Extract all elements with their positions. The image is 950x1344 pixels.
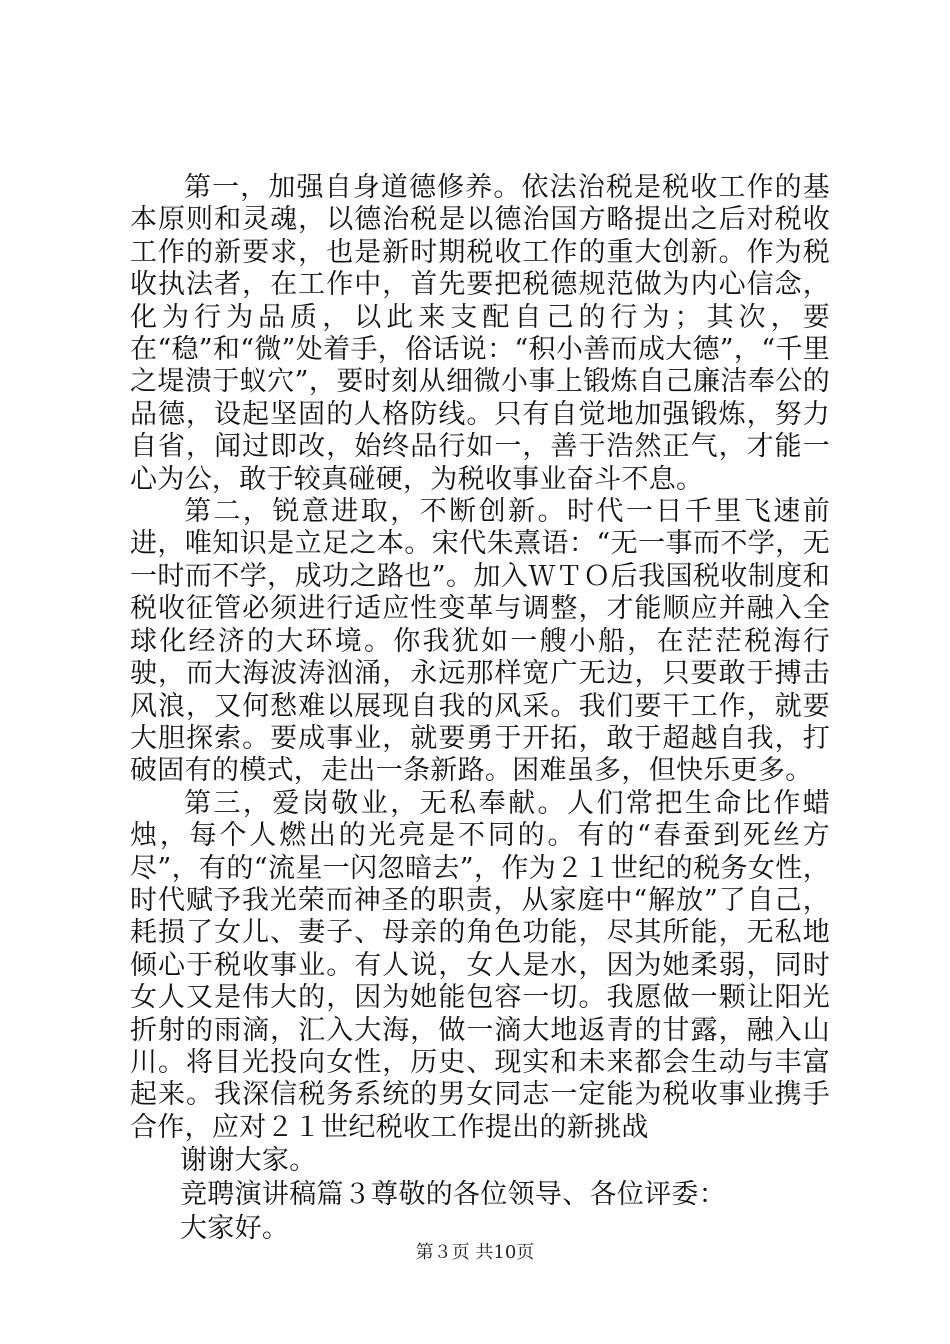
next-speech-title: 竞聘演讲稿篇３尊敬的各位领导、各位评委： [180, 1179, 726, 1211]
paragraph-3: 第三，爱岗敬业，无私奉献。人们常把生命比作蜡烛，每个人燃出的光亮是不同的。有的“春蚕到死丝方尽”，有的“流星一闪忽暗去”，作为２１世纪的税务女性，时代赋予我光荣而神圣的职责，从家庭中“解放”了自己，耗损了女儿、妻子、母亲的角色功能，尽其所能，无私地倾心于税收事业。有人说，女人是水，因为她柔弱，同时女人又是伟大的，因为她能包容一切。我愿做一颗让阳光折射的雨滴，汇入大海，做一滴大地返青的甘露，融入山川。将目光投向女性，历史、现实和未来都会生动与丰富起来。我深信税务系统的男女同志一定能为税收事业携手合作，应对２１世纪税收工作提出的新挑战 [130, 787, 830, 1143]
paragraph-2: 第二，锐意进取，不断创新。时代一日千里飞速前进，唯知识是立足之本。宋代朱熹语：“无一事而不学，无一时而不学，成功之路也”。加入ＷＴＯ后我国税收制度和税收征管必须进行适应性变革与调整，才能顺应并融入全球化经济的大环境。你我犹如一艘小船，在茫茫税海行驶，而大海波涛汹涌，永远那样宽广无边，只要敢于搏击风浪，又何愁难以展现自我的风采。我们要干工作，就要大胆探索。要成事业，就要勇于开拓，敢于超越自我，打破固有的模式，走出一条新路。困难虽多，但快乐更多。 [130, 496, 830, 787]
closing-line: 谢谢大家。 [180, 1145, 317, 1177]
paragraph-1: 第一，加强自身道德修养。依法治税是税收工作的基本原则和灵魂，以德治税是以德治国方略提出之后对税收工作的新要求，也是新时期税收工作的重大创新。作为税收执法者，在工作中，首先要把税德规范做为内心信念，化为行为品质，以此来支配自己的行为；其次，要在“稳”和“微”处着手，俗话说：“积小善而成大德”，“千里之堤溃于蚁穴”，要时刻从细微小事上锻炼自己廉洁奉公的品德，设起坚固的人格防线。只有自觉地加强锻炼，努力自省，闻过即改，始终品行如一，善于浩然正气，才能一心为公，敢于较真碰硬，为税收事业奋斗不息。 [130, 172, 830, 495]
greeting-line: 大家好。 [180, 1213, 290, 1245]
page-footer: 第３页 共10页 [415, 1242, 535, 1263]
document-body [130, 172, 830, 1246]
